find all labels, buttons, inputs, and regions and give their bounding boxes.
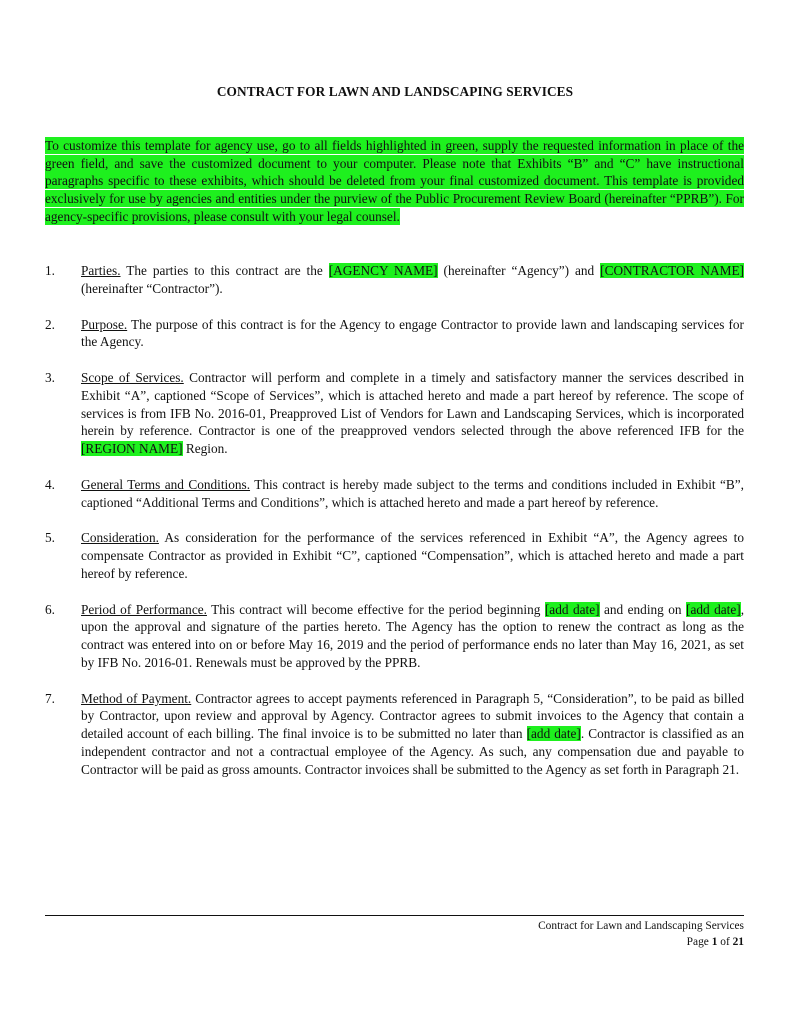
clause-parties [45, 262, 744, 297]
clause-general-terms [45, 476, 744, 511]
page-total: 21 [732, 935, 744, 948]
clause-text: . Contractor is classified as an independent contractor and not a contractual employee of the Agency. As such, any compensation due and payable to Contractor will be paid as gross amounts. Contractor invoices shall be submitted to the Agency as set forth in Paragraph 21. [81, 726, 744, 777]
clause-text: The purpose of this contract is for the Agency to engage Contractor to provide lawn and landscaping services for the Agency. [81, 316, 744, 350]
clause-number: 5. [45, 530, 55, 546]
clause-text: The parties to this contract are the [120, 263, 329, 278]
agency-name-field[interactable]: [AGENCY NAME] [328, 263, 438, 278]
page-current: 1 [711, 935, 718, 948]
page-label: Page [686, 935, 709, 948]
customization-instructions [45, 137, 744, 226]
clause-number: 2. [45, 316, 55, 332]
clause-text: Contractor agrees to accept payments referenced in Paragraph 5, “Consideration”, to be paid as billed by Contractor, upon review and approval by Agency. Contractor agrees to submit invoices to the Agency that contain a detailed account of each billing. The final invoice is to be submitted no later than [81, 690, 744, 742]
clause-heading: Scope of Services. [81, 370, 184, 386]
clause-period-of-performance [45, 601, 744, 672]
contractor-name-field[interactable]: [CONTRACTOR NAME] [600, 263, 744, 278]
clause-text: As consideration for the performance of the services referenced in Exhibit “A”, the Agency agrees to compensate Contractor as provided in Exhibit “C”, captioned “Compensation”, which is attached hereto and made a part hereof by reference. [81, 530, 744, 581]
clause-number: 4. [45, 476, 55, 492]
clause-text: (hereinafter “Agency”) and [437, 263, 601, 278]
clause-text: Region. [182, 441, 228, 456]
instructions-highlighted-text[interactable]: To customize this template for agency use, go to all fields highlighted in green, supply the requested information in place of the green field, and save the customized document to your computer. Please note that Exhibits “B” and “C” have instructional paragraphs specific to these exhibits, which should be deleted from your final customized document. This template is provided exclusively for use by agencies and entities under the purview of the Public Procurement Review Board (hereinafter “PPRB”). For agency-specific provisions, please consult with your legal counsel. [45, 138, 744, 224]
clause-purpose [45, 316, 744, 351]
clause-consideration [45, 529, 744, 582]
clause-heading: Purpose. [81, 316, 128, 332]
clause-number: 1. [45, 263, 55, 278]
clause-heading: Period of Performance. [81, 601, 207, 617]
clause-heading: General Terms and Conditions. [81, 476, 251, 492]
contract-clauses [45, 262, 744, 796]
clause-text: , upon the approval and signature of the parties hereto. The Agency has the option to renew the contract as long as the contract was entered into on or before May 16, 2019 and the period of performance ends no later than May 16, 2021, as set by IFB No. 2016-01. Renewals must be approved by the PPRB. [81, 601, 745, 670]
clause-method-of-payment [45, 690, 744, 779]
clause-number: 3. [45, 370, 55, 386]
final-invoice-date-field[interactable]: [add date] [526, 726, 581, 742]
clause-number: 6. [45, 601, 55, 617]
footer-divider [45, 915, 744, 916]
start-date-field[interactable]: [add date] [544, 601, 600, 617]
end-date-field[interactable]: [add date] [686, 601, 741, 617]
clause-text: This contract will become effective for the period beginning [206, 601, 545, 617]
clause-heading: Parties. [81, 263, 121, 278]
clause-text: Contractor will perform and complete in a timely and satisfactory manner the services described in Exhibit “A”, captioned “Scope of Services”, which is attached hereto and made a part hereof by reference. The scope of services is from IFB No. 2016-01, Preapproved List of Vendors for Lawn and Landscaping Services, which is incorporated herein by reference. Contractor is one of the preapproved vendors selected through the above referenced IFB for the [81, 370, 744, 439]
page-number [45, 935, 744, 951]
clause-text: and ending on [599, 601, 687, 617]
clause-heading: Method of Payment. [81, 690, 192, 706]
clause-heading: Consideration. [81, 530, 159, 546]
region-name-field[interactable]: [REGION NAME] [81, 441, 183, 456]
page-footer [45, 919, 744, 950]
page-of: of [720, 935, 730, 948]
clause-text: (hereinafter “Contractor”). [81, 280, 223, 296]
clause-scope-of-services [45, 369, 744, 458]
document-title: CONTRACT FOR LAWN AND LANDSCAPING SERVICES [216, 84, 574, 99]
clause-number: 7. [45, 690, 55, 706]
footer-document-name: Contract for Lawn and Landscaping Services [538, 920, 744, 932]
clause-text: This contract is hereby made subject to the terms and conditions included in Exhibit “B”, captioned “Additional Terms and Conditions”, which is attached hereto and made a part hereof by reference. [81, 476, 745, 510]
